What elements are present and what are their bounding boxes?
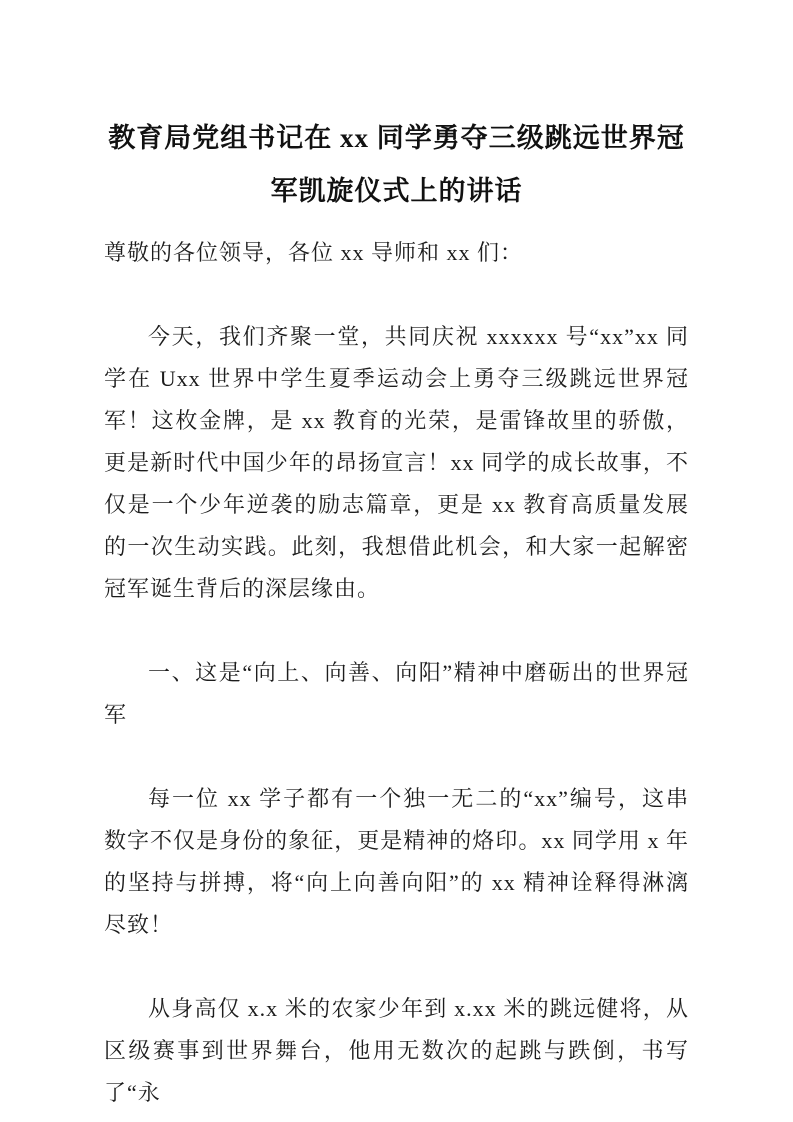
- section-heading-1: 一、这是“向上、向善、向阳”精神中磨砺出的世界冠军: [104, 660, 689, 727]
- salutation-line: 尊敬的各位领导，各位 xx 导师和 xx 们：: [104, 240, 524, 265]
- paragraph-spirit: 每一位 xx 学子都有一个独一无二的“xx”编号，这串数字不仅是身份的象征，更是精神的烙印。xx 同学用 x 年的坚持与拼搏，将“向上向善向阳”的 xx 精神诠释得淋漓尽致！: [104, 786, 689, 937]
- paragraph-growth: 从身高仅 x.x 米的农家少年到 x.xx 米的跳远健将，从区级赛事到世界舞台，他用无数次的起跳与跌倒，书写了“永: [104, 996, 689, 1105]
- paragraph-intro: 今天，我们齐聚一堂，共同庆祝 xxxxxx 号“xx”xx 同学在 Uxx 世界中学生夏季运动会上勇夺三级跳远世界冠军！这枚金牌，是 xx 教育的光荣，是雷锋故里的骄傲，更是新时代中国少年的昂扬宣言！xx 同学的成长故事，不仅是一个少年逆袭的励志篇章，更是 xx 教育高质量发展的一次生动实践。此刻，我想借此机会，和大家一起解密冠军诞生背后的深层缘由。: [104, 324, 689, 601]
- document-title: 教育局党组书记在 xx 同学勇夺三级跳远世界冠军凯旋仪式上的讲话: [108, 123, 685, 206]
